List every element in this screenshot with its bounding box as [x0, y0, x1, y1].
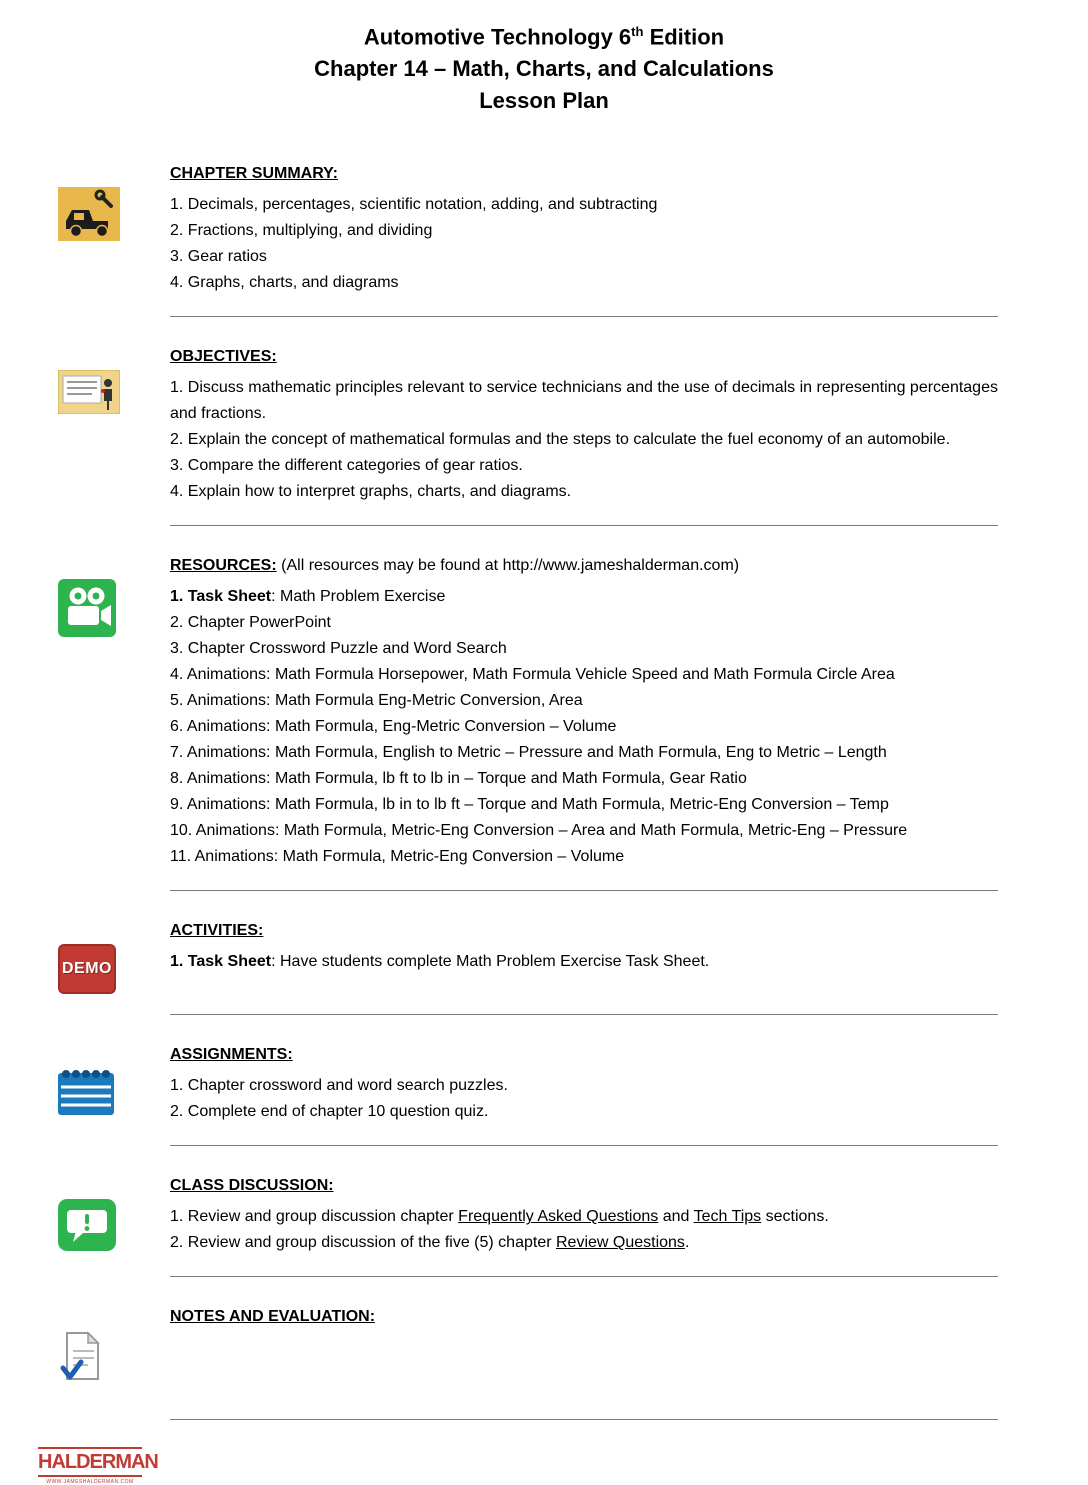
- section-activities: [0, 918, 1088, 994]
- list-item: 1. Review and group discussion chapter Frequently Asked Questions and Tech Tips sections.: [170, 1208, 829, 1226]
- list-item: 7. Animations: Math Formula, English to Metric – Pressure and Math Formula, Eng to Metric – Length: [170, 744, 887, 762]
- section-heading: ASSIGNMENTS:: [170, 1046, 293, 1064]
- list-item: 1. Chapter crossword and word search puzzles.: [170, 1077, 508, 1095]
- title-line-3: Lesson Plan: [479, 88, 609, 114]
- resources-url-note: (All resources may be found at http://www.jameshalderman.com): [276, 557, 740, 575]
- tow-truck-icon: [58, 228, 120, 245]
- list-item: 1. Discuss mathematic principles relevant to service technicians and the use of decimals in representing percentages and fractions.: [170, 379, 998, 423]
- section-heading: CHAPTER SUMMARY:: [170, 165, 338, 183]
- tech-tips-link[interactable]: Tech Tips: [693, 1208, 762, 1226]
- section-heading: OBJECTIVES:: [170, 348, 277, 366]
- list-item: 4. Explain how to interpret graphs, charts, and diagrams.: [170, 483, 572, 501]
- demo-stamp-icon: DEMO: [58, 944, 116, 994]
- list-item: 3. Compare the different categories of gear ratios.: [170, 457, 523, 475]
- section-heading: ACTIVITIES:: [170, 922, 264, 940]
- list-item: 3. Gear ratios: [170, 248, 267, 266]
- list-item: 2. Explain the concept of mathematical formulas and the steps to calculate the fuel economy of an automobile.: [170, 431, 951, 449]
- review-questions-link[interactable]: Review Questions: [555, 1234, 685, 1252]
- list-item: 2. Complete end of chapter 10 question quiz.: [170, 1103, 489, 1121]
- section-heading: RESOURCES: (All resources may be found at http://www.jameshalderman.com): [170, 557, 740, 575]
- halderman-logo-text: HALDERMAN: [38, 1447, 142, 1477]
- list-item: 5. Animations: Math Formula Eng-Metric Conversion, Area: [170, 692, 583, 710]
- section-divider: [170, 1014, 998, 1015]
- icon-slot: [0, 553, 170, 870]
- halderman-logo-subtext: WWW.JAMESHALDERMAN.COM: [46, 1479, 134, 1485]
- list-item: 1. Decimals, percentages, scientific notation, adding, and subtracting: [170, 196, 658, 214]
- notes-blank-area: [170, 1335, 998, 1399]
- icon-slot: [0, 161, 170, 296]
- section-notes-evaluation: [0, 1304, 1088, 1399]
- list-item: 6. Animations: Math Formula, Eng-Metric Conversion – Volume: [170, 718, 617, 736]
- section-divider: [170, 890, 998, 891]
- section-divider: [170, 525, 998, 526]
- document-check-icon: [58, 1369, 104, 1386]
- icon-slot: [0, 1173, 170, 1256]
- list-item: 11. Animations: Math Formula, Metric-Eng Conversion – Volume: [170, 848, 625, 866]
- list-item: 1. Task Sheet: Math Problem Exercise: [170, 588, 446, 606]
- halderman-logo: [38, 1447, 158, 1485]
- icon-slot: [0, 1042, 170, 1125]
- section-class-discussion: [0, 1173, 1088, 1256]
- list-item: 2. Fractions, multiplying, and dividing: [170, 222, 433, 240]
- icon-slot: [0, 344, 170, 505]
- list-item: 2. Review and group discussion of the five (5) chapter Review Questions.: [170, 1234, 690, 1252]
- document-title: [0, 16, 1088, 117]
- list-item: 9. Animations: Math Formula, lb in to lb ft – Torque and Math Formula, Metric-Eng Conversion – Temp: [170, 796, 889, 814]
- section-divider: [170, 1145, 998, 1146]
- section-heading: NOTES AND EVALUATION:: [170, 1308, 376, 1326]
- section-objectives: [0, 344, 1088, 505]
- list-item: 4. Graphs, charts, and diagrams: [170, 274, 399, 292]
- section-divider: [170, 316, 998, 317]
- list-item: 4. Animations: Math Formula Horsepower, Math Formula Vehicle Speed and Math Formula Circle Area: [170, 666, 895, 684]
- speech-bubble-icon: [58, 1238, 116, 1255]
- title-line-2: Chapter 14 – Math, Charts, and Calculations: [314, 56, 774, 82]
- presentation-board-icon: [58, 401, 120, 418]
- section-heading: CLASS DISCUSSION:: [170, 1177, 334, 1195]
- section-assignments: [0, 1042, 1088, 1125]
- section-divider: [170, 1276, 998, 1277]
- list-item: 10. Animations: Math Formula, Metric-Eng Conversion – Area and Math Formula, Metric-Eng – Pressure: [170, 822, 908, 840]
- section-resources: [0, 553, 1088, 870]
- section-divider: [170, 1419, 998, 1420]
- list-item: 1. Task Sheet: Have students complete Math Problem Exercise Task Sheet.: [170, 953, 710, 971]
- video-camera-icon: [58, 624, 116, 641]
- icon-slot: [0, 918, 170, 994]
- section-chapter-summary: [0, 161, 1088, 296]
- list-item: 3. Chapter Crossword Puzzle and Word Search: [170, 640, 507, 658]
- list-item: 2. Chapter PowerPoint: [170, 614, 331, 632]
- notepad-icon: [58, 1103, 114, 1120]
- faq-link[interactable]: Frequently Asked Questions: [458, 1208, 659, 1226]
- list-item: 8. Animations: Math Formula, lb ft to lb in – Torque and Math Formula, Gear Ratio: [170, 770, 747, 788]
- title-line-1: Automotive Technology 6th Edition: [363, 24, 725, 50]
- icon-slot: [0, 1304, 170, 1399]
